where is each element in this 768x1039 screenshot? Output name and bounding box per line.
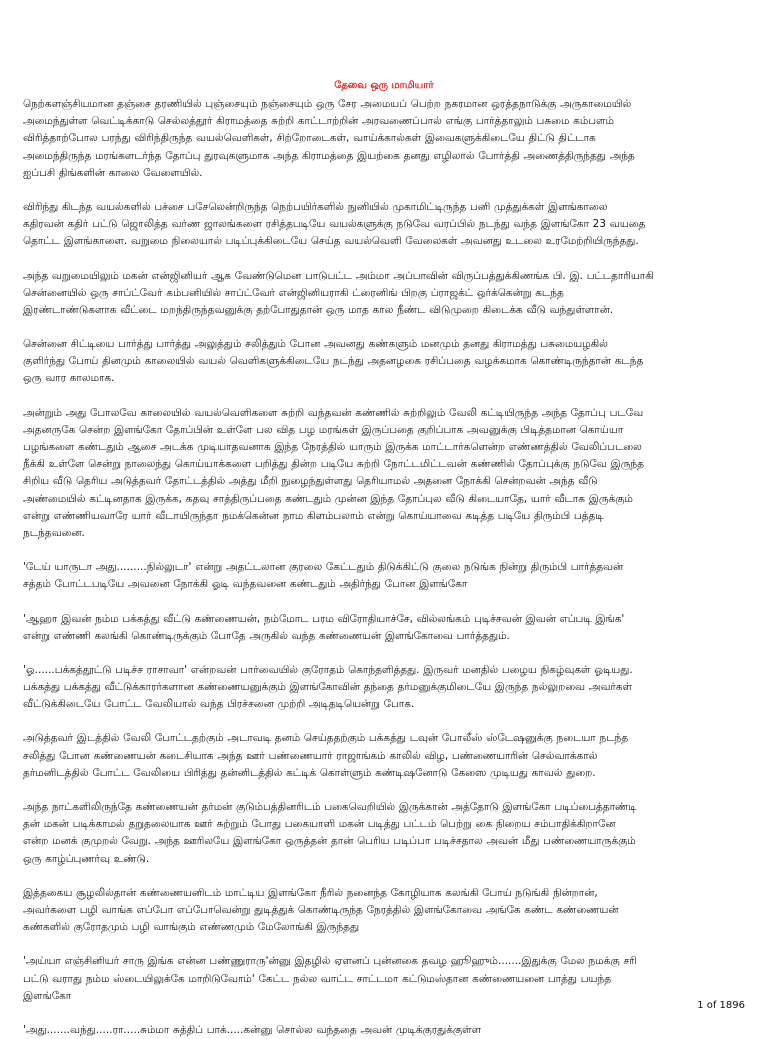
text-line: நீக்கி உள்ளே சென்று நாலைந்து கொய்யாக்களை பறித்து தின்ற படியே சுற்றி நோட்டமிட்டவன் கண்ணில் தோப்புக்கு நடுவே இருந்த <box>23 458 644 471</box>
text-line: பழங்களை கண்டதும் ஆசை அடக்க முடியாதவனாக இந்த நேரத்தில் யாரும் இருக்க மாட்டார்களென்ற எண்ணத்தில் வேலிப்படலை <box>23 441 642 453</box>
paragraph <box>23 559 753 593</box>
text-line: அண்மையில் கட்டினதாக இருக்க, கதவு சாத்திருப்பதை கண்டதும் முன்ன இந்த தோப்புல வீடு கிடையாதே, யார் வீடாக இருக்கும் <box>23 492 633 505</box>
paragraph <box>23 336 753 388</box>
document-title: தேவை ஒரு மாமியார் <box>334 80 434 91</box>
text-line: அமைந்திருந்த மரங்களடர்ந்த தோப்பு துரவுகளுமாக அந்த கிராமத்தை இயற்கை தனது எழிலால் போர்த்தி அணைத்திருந்தது அந்த <box>23 149 635 162</box>
text-line: கண்களில் குரோதமும் பழி வாங்கும் எண்ணமும் மேலோங்கி இருந்தது <box>23 921 360 934</box>
text-line: அந்த நாட்களிலிருந்தே கண்ணையன் தர்மன் குடும்பத்தினரிடம் பகைவெறியில் இருக்கான் அத்தோடு இளங்கோ படிப்பைத்தாண்டி <box>23 801 637 813</box>
text-line: விரித்தாற்போல பரந்து விரிந்திருந்த வயல்வெளிகள், சிற்றோடைகள், வாய்க்கால்கள் இவைகளுக்கிடையே திட்டு திட்டாக <box>23 132 596 145</box>
paragraph <box>23 885 753 937</box>
text-line: அன்றும் அது போலவே காலையில் வயல்வெளிகளை சுற்றி வந்தவன் கண்ணில் சுற்றிலும் வேலி கட்டியிருந்த அந்த தோப்பு படவே <box>23 406 644 419</box>
text-line: அந்த வறுமையிலும் மகன் என்ஜினியர் ஆக வேண்டுமென பாடுபட்ட அம்மா அப்பாவின் விருப்பத்துக்கிணங்க பி. இ. பட்டதாரியாகி <box>23 269 654 282</box>
document-body <box>23 96 753 1039</box>
text-line: வீட்டுக்கிடையே போட்ட வேலியால் வந்த பிரச்சனை முற்றி அடிதடியென்று போக. <box>23 698 415 711</box>
text-line: நெற்களஞ்சியமான தஞ்சை தரணியில் புஞ்சையும் நஞ்சையும் ஒரு சேர அமையப் பெற்ற நகரமான ஒரத்தநாடுக்கு அருகாமையில் <box>23 98 632 110</box>
paragraph <box>23 96 753 182</box>
paragraph <box>23 199 753 251</box>
paragraph <box>23 611 753 645</box>
text-line: குளிர்ந்து போய் தினமும் காலையில் வயல் வெளிகளுக்கிடையே நடந்து அதனழகை ரசிப்பதை வழக்கமாக கொண்டிருந்தான் கடந்த <box>23 355 644 368</box>
text-line: கதிரவன் கதிர் பட்டு ஜொலித்த வர்ண ஜாலங்களை ரசித்தபடியே வயல்களுக்கு நடுவே வரப்பில் நடந்து வந்த இளங்கோ 23 வயதை <box>23 218 646 231</box>
text-line: நடந்தவனை. <box>23 526 85 539</box>
page-indicator: 1 of 1896 <box>697 1000 745 1011</box>
text-line: 'டேய் யாருடா அது.........நில்லுடா' என்று அதட்டலான குரலை கேட்டதும் திடுக்கிட்டு குலை நடுங்க நின்று திரும்பி பார்த்தவன் <box>23 561 624 574</box>
text-line: சென்னையில் ஒரு சாப்ட்வேர் கம்பனியில் சாப்ட்வேர் என்ஜினியராகி ட்ரைனிங் பிறகு ப்ராஜக்ட் ஒர்க்கென்று கடந்த <box>23 286 564 299</box>
text-line: என்று எண்ணியவாரே யார் வீடாயிருந்தா நமக்கென்ன நாம கிளம்பலாம் என்று கொய்யாவை கடித்த படியே திரும்பி பத்தடி <box>23 509 604 522</box>
text-line: ஐப்பசி திங்களின் காலை வேளையில். <box>23 166 203 179</box>
text-line: 'ஆஹா இவன் நம்ம பக்கத்து வீட்டு கண்ணையன், நம்மோட பரம விரோதியாச்சே, வில்லங்கம் புடிச்சவன் இவன் எப்படி இங்க' <box>23 612 625 625</box>
text-line: இத்தகைய சூழலில்தான் கண்ணையனிடம் மாட்டிய இளங்கோ நீரில் நனைந்த கோழியாக கலங்கி போய் நடுங்கி நின்றான், <box>23 886 598 899</box>
paragraph <box>23 1022 753 1039</box>
text-line: சென்னை சிட்டியை பார்த்து பார்த்து அலுத்தும் சலித்தும் போன அவனது கண்களும் மனமும் தனது கிராமத்து பசுமையழகில் <box>23 338 608 351</box>
text-line: அவர்களை பழி வாங்க எப்போ எப்போவென்று துடித்துக் கொண்டிருந்த நேரத்தில் இளங்கோவை அங்கே கண்ட கண்ணையன் <box>23 903 619 916</box>
text-line: 'அய்யா எஞ்சினியர் சாரு இங்க என்ன பண்ணுராரு'ன்னு இதழில் ஏளனப் புன்னகை தவழ ஹூஹும்.......இதுக்கு மேல நமக்கு சரி <box>23 955 637 968</box>
text-line: என்ற மனக் குமுறல் வேறு. அந்த ஊரிலயே இளங்கோ ஒருத்தன் தான் பெரிய படிப்பா படிச்சதால அவன் மீது பண்ணையாருக்கும் <box>23 835 636 848</box>
text-line: இளங்கோ <box>23 989 72 1002</box>
text-line: அடுத்தவர் இடத்தில் வேலி போட்டதற்கும் அடாவடி தனம் செய்ததற்கும் பக்கத்து டவுன் போலீஸ் ஸ்டேஷனுக்கு நடையா நடந்த <box>23 732 629 745</box>
paragraph <box>23 953 753 1005</box>
text-line: தர்மனிடத்தில் போட்ட வேலியை பிரித்து தன்னிடத்தில் கட்டிக் கொள்ளும் கண்டிஷனோடு கேஸை முடியது காவல் துறை. <box>23 766 596 779</box>
paragraph <box>23 405 753 543</box>
paragraph <box>23 730 753 782</box>
text-line: பக்கத்து பக்கத்து வீட்டுக்காரர்களான கண்ணையனுக்கும் இளங்கோவின் தந்தை தர்மனுக்குமிடையே இருந்த நல்லுறவை அவர்கள் <box>23 681 632 694</box>
paragraph <box>23 662 753 714</box>
paragraph <box>23 268 753 320</box>
text-line: அதனருகே சென்ற இளங்கோ தோப்பின் உள்ளே பல வித பழ மரங்கள் இருப்பதை குறிப்பாக அவனுக்கு பிடித்தமான கொய்யா <box>23 423 624 436</box>
text-line: சலித்து போன கண்ணையன் கடைசியாக அந்த ஊர் பண்ணையார் ராஜாங்கம் காலில் விழ, பண்ணையாரின் செல்வாக்கால் <box>23 749 598 762</box>
text-line: 'ஓ......பக்கத்தூட்டு படிச்ச ராசாவா' என்றவன் பார்வையில் குரோதம் கொந்தளித்தது. இருவர் மனதில் பழைய நிகழ்வுகள் ஓடியது. <box>23 663 633 676</box>
text-line: விரிந்து கிடந்த வயல்களில் பச்சை பசேலென்றிருந்த நெற்பயிர்களில் நுனியில் முகாமிட்டிருந்த பனி முத்துக்கள் இளங்காலை <box>23 200 608 213</box>
paragraph <box>23 799 753 868</box>
text-line: 'அது.......வந்து.....ரா.....சும்மா சுத்திப் பாக்.....கன்னு சொல்ல வந்ததை அவன் முடிக்குரதுக்குள்ள <box>23 1023 482 1036</box>
text-line: பட்டு வராது நம்ம ஸ்டையிலுக்கே மாறிடுவோம்' கேட்ட நல்ல வாட்ட சாட்டமா கட்டுமஸ்தான கண்ணையனை பாத்து பயந்த <box>23 972 612 985</box>
text-line: தொட்ட இளங்காளை. வறுமை நிலையால் படிப்புக்கிடையே செய்த வயல்வெளி வேலைகள் அவனது உடலை உரமேற்றியிருந்தது. <box>23 235 639 248</box>
text-line: என்று எண்ணி கலங்கி கொண்டிருக்கும் போதே அருகில் வந்த கண்ணையன் இளங்கோவை பார்த்ததும். <box>23 629 510 642</box>
text-line: சத்தம் போட்டபடியே அவனை நோக்கி ஓடி வந்தவனை கண்டதும் அதிர்ந்து போன இளங்கோ <box>23 578 468 591</box>
text-line: தன் மகன் படிக்காமல் தறுதலையாக ஊர் சுற்றும் போது பகையாளி மகன் படித்து பட்டம் பெற்று கை நிறைய சம்பாதிக்கிறானே <box>23 818 616 831</box>
text-line: ஒரு காழ்ப்புணர்வு உண்டு. <box>23 852 150 865</box>
text-line: இரண்டாண்டுகளாக வீட்டை மறந்திருந்தவனுக்கு தற்போதுதான் ஒரு மாத கால நீண்ட விடுமுறை கிடைக்க வீடு வந்துள்ளான். <box>23 303 614 316</box>
text-line: ஒரு வார காலமாக. <box>23 372 115 385</box>
text-line: சிறிய வீடு தெரிய அடுத்தவர் தோட்டத்தில் அத்து மீறி நுழைந்துள்ளது தெரியாமல் அதனை நோக்கி சென்றவன் அந்த வீடு <box>23 475 598 488</box>
text-line: அமைந்துள்ள வெட்டிக்காடு செல்லத்தூர் கிராமத்தை சுற்றி காட்டாற்றின் அரவணைப்பால் எங்கு பார்த்தாலும் பசுமை கம்பளம் <box>23 115 614 128</box>
